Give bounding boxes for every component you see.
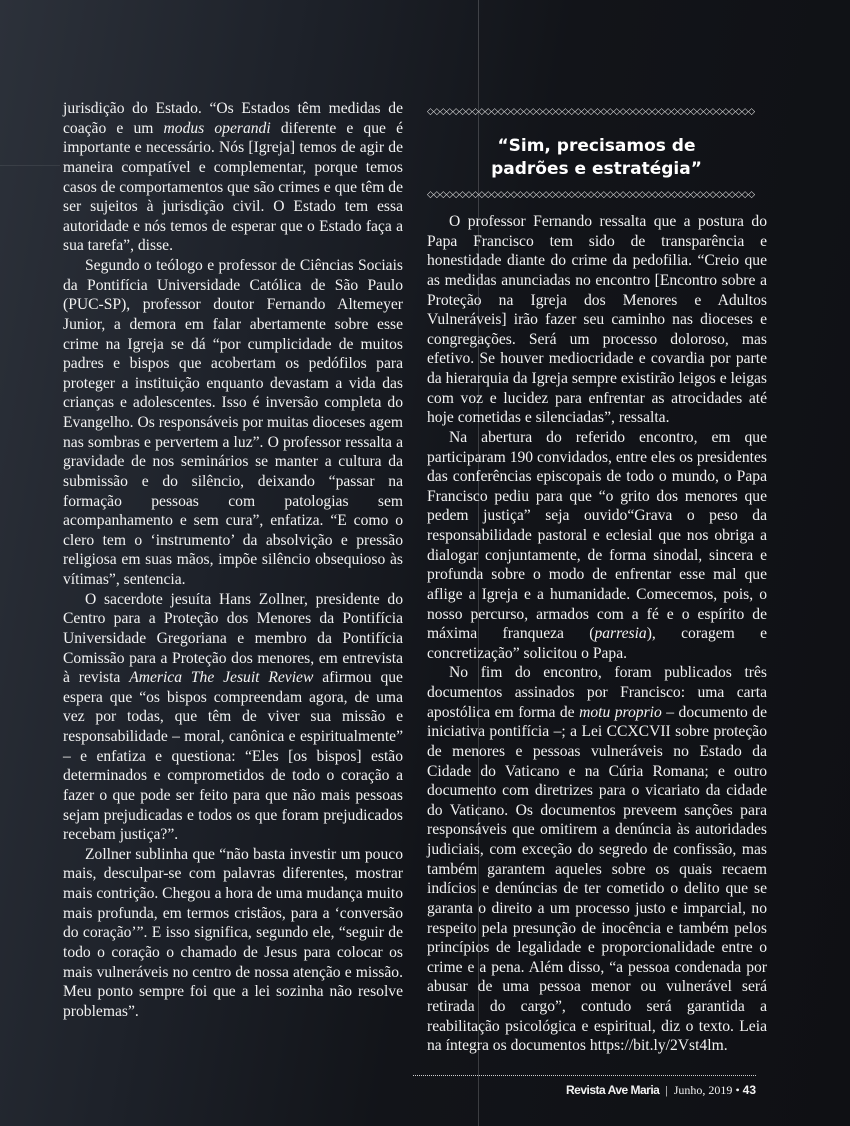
text-run: Zollner sublinha que “não basta investir um pouco mais, desculpar-se com palavras diferentes, mostrar mais contrição. Chegou a hora de uma mudança muito mais profunda, em termos cristãos, para a ‘conversão do coração’”. E isso significa, segundo ele, “seguir de todo o coração o chamado de Jesus para colocar os mais vulneráveis no centro de nossa atenção e missão. Meu ponto sempre foi que a lei sozinha não resolve problemas”. (63, 845, 403, 1020)
text-run: diferente e que é importante e necessário. Nós [Igreja] temos de agir de maneira compatível e complementar, porque temos casos de comportamentos que são crimes e que têm de ser sujeitos à jurisdição civil. O Estado tem essa autoridade e nós temos de esperar que o Estado faça a sua tarefa”, disse. (63, 119, 403, 255)
italic-term: parresia (594, 625, 647, 643)
text-run: afirmou que espera que “os bispos compreendam agora, de uma vez por todas, que têm de viver sua missão e responsabilidade – moral, canônica e espiritualmente” – e enfatiza e questiona: “Eles [os bispos] estão determinados e comprometidos de todo o coração a fazer o que pode ser feito para que não mais pessoas sejam prejudicadas e todos os que foram prejudicados recebam justiça?”. (63, 669, 403, 844)
article-paragraph (63, 99, 403, 256)
section-heading (427, 135, 766, 181)
article-paragraph (63, 590, 403, 845)
text-run: O sacerdote jesuíta Hans Zollner, presidente do Centro para a Proteção dos Menores da Pontifícia Universidade Gregoriana e membro da Pontifícia Comissão para a Proteção dos menores, em entrevista à revista (63, 590, 403, 687)
footer-separator: | (665, 1083, 668, 1097)
italic-term: America The Jesuit Review (129, 669, 314, 687)
article-paragraph (427, 663, 767, 1056)
footer-bullet: • (735, 1083, 740, 1097)
left-column (63, 99, 403, 1021)
italic-term: modus operandi (163, 119, 271, 137)
article-paragraph (63, 845, 403, 1022)
ornament-divider-bottom: ◇◇◇◇◇◇◇◇◇◇◇◇◇◇◇◇◇◇◇◇◇◇◇◇◇◇◇◇◇◇◇◇◇◇◇◇◇◇◇◇◇◇◇◇◇◇◇◇◇◇◇ (427, 190, 755, 200)
page-footer (566, 1083, 756, 1098)
article-paragraph (427, 428, 767, 664)
magazine-name: Revista Ave Maria (566, 1083, 660, 1097)
text-run: ), coragem e concretização” solicitou o Papa. (427, 625, 767, 662)
guide-line (0, 165, 60, 166)
italic-term: motu proprio (579, 703, 662, 721)
footer-divider (413, 1075, 756, 1076)
text-run: No fim do encontro, foram publicados três documentos assinados por Francisco: uma carta apostólica em forma de (427, 664, 767, 721)
text-run: O professor Fernando ressalta que a postura do Papa Francisco tem sido de transparência e honestidade diante do crime da pedofilia. “Creio que as medidas anunciadas no encontro [Encontro sobre a Proteção na Igreja dos Menores e Adultos Vulneráveis] irão fazer seu caminho nas dioceses e congregações. Será um processo doloroso, mas efetivo. Se houver mediocridade e covardia por parte da hierarquia da Igreja sempre existirão leigos e leigas com voz e lucidez para enfrentar as atrocidades até hoje cometidas e silenciadas”, ressalta. (427, 213, 767, 427)
ornament-divider-top: ◇◇◇◇◇◇◇◇◇◇◇◇◇◇◇◇◇◇◇◇◇◇◇◇◇◇◇◇◇◇◇◇◇◇◇◇◇◇◇◇◇◇◇◇◇◇◇◇◇◇◇ (427, 107, 755, 117)
right-column (427, 212, 767, 1056)
article-paragraph (427, 212, 767, 428)
heading-line: padrões e estratégia” (491, 159, 702, 179)
issue-date: Junho, 2019 (673, 1083, 733, 1097)
page-number: 43 (742, 1083, 756, 1097)
article-paragraph (63, 256, 403, 590)
heading-line: “Sim, precisamos de (497, 136, 696, 156)
text-run: jurisdição do Estado. “Os Estados têm medidas de coação e um (63, 100, 403, 137)
text-run: – documento de iniciativa pontifícia –; a Lei CCXCVII sobre proteção de menores e pessoas vulneráveis no Estado da Cidade do Vaticano e na Cúria Romana; e outro documento com diretrizes para o vicariato da cidade do Vaticano. Os documentos preveem sanções para responsáveis que omitirem a denúncia às autoridades judiciais, com exceção do segredo de confissão, mas também garantem aqueles sobre os quais recaem indícios e denúncias de ter cometido o delito que se garanta o direito a um processo justo e imparcial, no respeito pela presunção de inocência e também pelos princípios de legalidade e proporcionalidade entre o crime e a pena. Além disso, “a pessoa condenada por abusar de uma pessoa menor ou vulnerável será retirada do cargo”, contudo será garantida a reabilitação psicológica e espiritual, diz o texto. Leia na íntegra os documentos https://bit.ly/2Vst4lm. (427, 703, 767, 1055)
text-run: Segundo o teólogo e professor de Ciências Sociais da Pontifícia Universidade Católica de São Paulo (PUC-SP), professor doutor Fernando Altemeyer Junior, a demora em falar abertamente sobre esse crime na Igreja se dá “por cumplicidade de muitos padres e bispos que acobertam os pedófilos para proteger a instituição enquanto devastam a vida das crianças e adolescentes. Isso é inversão completa do Evangelho. Os responsáveis por muitas dioceses agem nas sombras e pervertem a luz”. O professor ressalta a gravidade de nos seminários se manter a cultura da submissão e do silêncio, deixando “passar na formação pessoas com patologias sem acompanhamento e sem cura”, enfatiza. “E como o clero tem o ‘instrumento’ da absolvição e pressão religiosa em suas mãos, impõe silêncio obsequioso às vítimas”, sentencia. (63, 257, 403, 588)
text-run: Na abertura do referido encontro, em que participaram 190 convidados, entre eles os presidentes das conferências episcopais de todo o mundo, o Papa Francisco pediu para que “o grito dos menores que pedem justiça” seja ouvido“Grava o peso da responsabilidade pastoral e eclesial que nos obriga a dialogar conjuntamente, de forma sinodal, sincera e profunda sobre o modo de enfrentar esse mal que aflige a Igreja e a humanidade. Comecemos, pois, o nosso percurso, armados com a fé e o espírito de máxima franqueza ( (427, 428, 767, 643)
